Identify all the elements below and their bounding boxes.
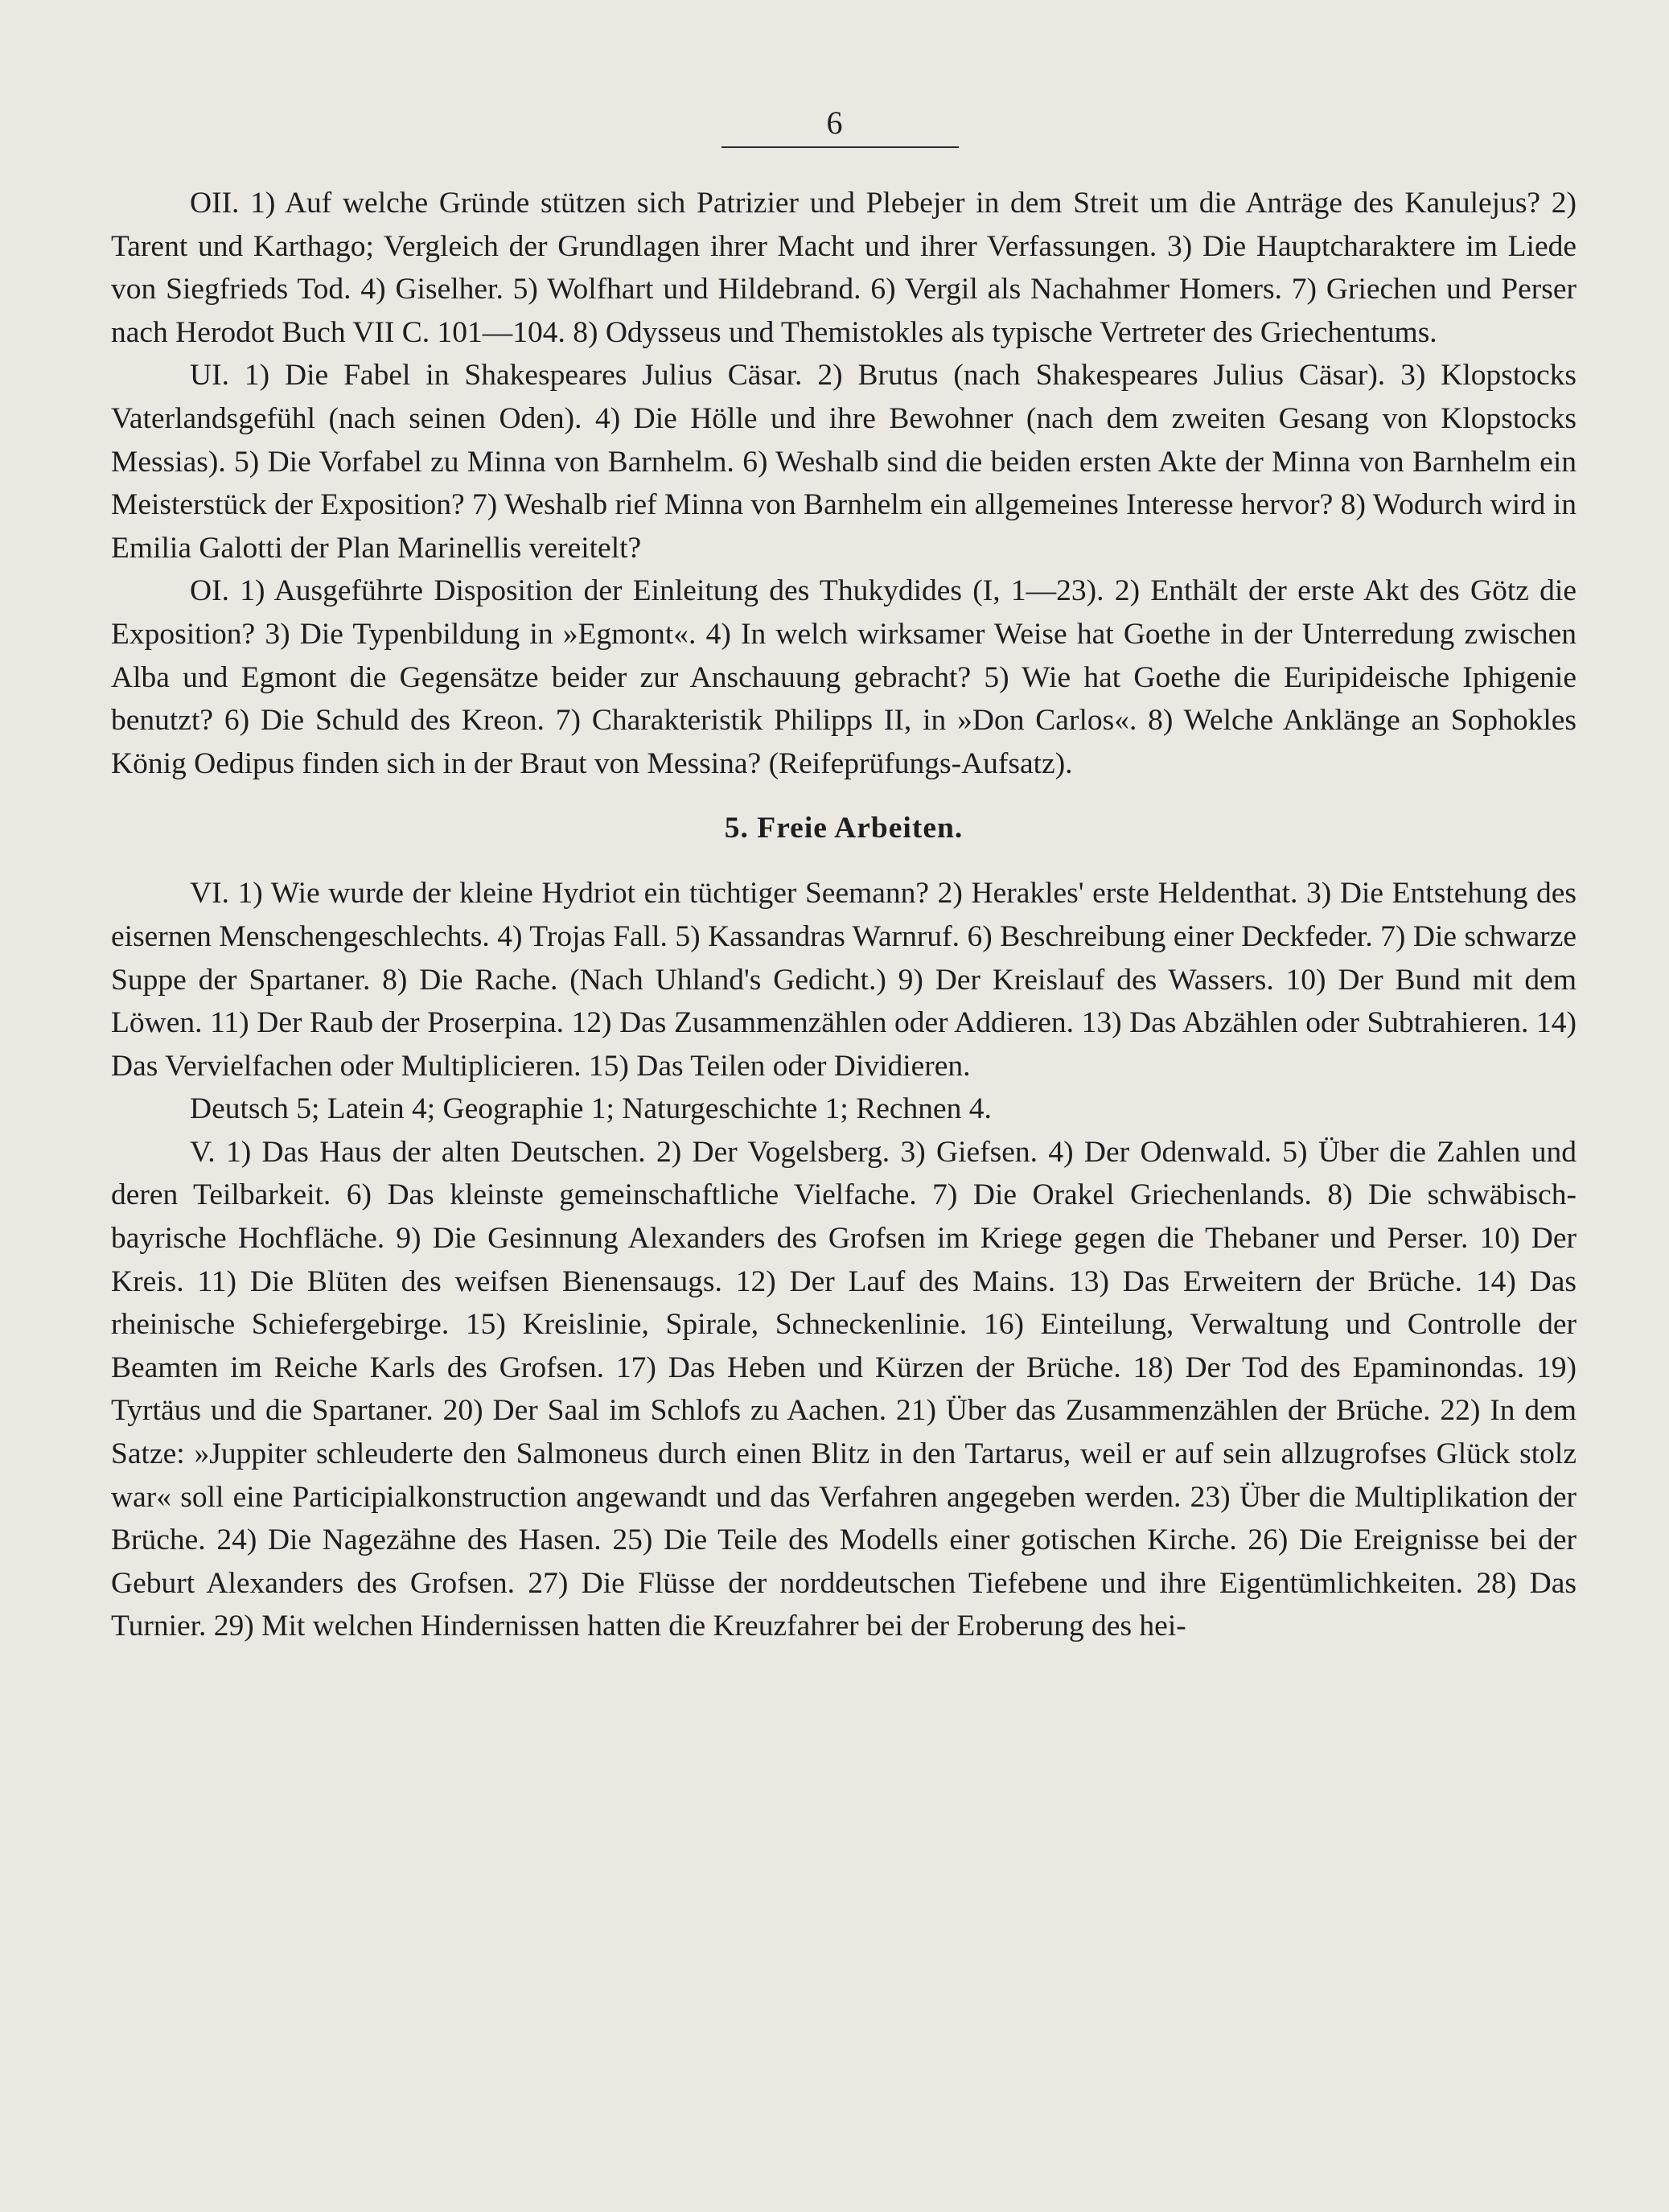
header-rule [721, 146, 959, 148]
paragraph-ui: UI. 1) Die Fabel in Shakespeares Julius Cäsar. 2) Brutus (nach Shakespeares Julius Cäsar). 3) Klopstocks Vaterlandsgefühl (nach seinen Oden). 4) Die Hölle und ihre Bewohner (nach dem zweiten Gesang von Klopstocks Messias). 5) Die Vorfabel zu Minna von Barnhelm. 6) Weshalb sind die beiden ersten Akte der Minna von Barnhelm ein Meisterstück der Exposition? 7) Weshalb rief Minna von Barnhelm ein allgemeines Interesse hervor? 8) Wodurch wird in Emilia Galotti der Plan Marinellis vereitelt? [111, 359, 1577, 565]
page-number: 6 [826, 105, 843, 141]
paragraph-vi: VI. 1) Wie wurde der kleine Hydriot ein tüchtiger Seemann? 2) Herakles' erste Heldenthat. 3) Die Entstehung des eisernen Menschengeschlechts. 4) Trojas Fall. 5) Kassandras Warnruf. 6) Beschreibung einer Deckfeder. 7) Die schwarze Suppe der Spartaner. 8) Die Rache. (Nach Uhland's Gedicht.) 9) Der Kreislauf des Wassers. 10) Der Bund mit dem Löwen. 11) Der Raub der Proserpina. 12) Das Zusammenzählen oder Addieren. 13) Das Abzählen oder Subtrahieren. 14) Das Vervielfachen oder Multiplicieren. 15) Das Teilen oder Dividieren. [111, 877, 1577, 1083]
section-heading: 5. Freie Arbeiten. [724, 812, 964, 845]
paragraph-v: V. 1) Das Haus der alten Deutschen. 2) Der Vogelsberg. 3) Giefsen. 4) Der Odenwald. 5) Über die Zahlen und deren Teilbarkeit. 6) Das kleinste gemeinschaftliche Vielfache. 7) Die Orakel Griechenlands. 8) Die schwäbisch-bayrische Hochfläche. 9) Die Gesinnung Alexanders des Grofsen im Kriege gegen die Thebaner und Perser. 10) Der Kreis. 11) Die Blüten des weifsen Bienensaugs. 12) Der Lauf des Mains. 13) Das Erweitern der Brüche. 14) Das rheinische Schiefergebirge. 15) Kreislinie, Spirale, Schneckenlinie. 16) Einteilung, Verwaltung und Controlle der Beamten im Reiche Karls des Grofsen. 17) Das Heben und Kürzen der Brüche. 18) Der Tod des Epaminondas. 19) Tyrtäus und die Spartaner. 20) Der Saal im Schlofs zu Aachen. 21) Über das Zusammenzählen der Brüche. 22) In dem Satze: »Juppiter schleuderte den Salmoneus durch einen Blitz in den Tartarus, weil er auf sein allzugrofses Glück stolz war« soll eine Participialkonstruction angewandt und das Verfahren angegeben werden. 23) Über die Multiplikation der Brüche. 24) Die Nagezähne des Hasen. 25) Die Teile des Modells einer gotischen Kirche. 26) Die Ereignisse bei der Geburt Alexanders des Grofsen. 27) Die Flüsse der norddeutschen Tiefebene und ihre Eigentümlichkeiten. 28) Das Turnier. 29) Mit welchen Hindernissen hatten die Kreuzfahrer bei der Eroberung des hei- [111, 1135, 1577, 1643]
page-body [111, 182, 1577, 1648]
subject-counts-line: Deutsch 5; Latein 4; Geographie 1; Naturgeschichte 1; Rechnen 4. [190, 1092, 992, 1126]
paragraph-oii: OII. 1) Auf welche Gründe stützen sich Patrizier und Plebejer in dem Streit um die Anträge des Kanulejus? 2) Tarent und Karthago; Vergleich der Grundlagen ihrer Macht und ihrer Verfassungen. 3) Die Hauptcharaktere im Liede von Siegfrieds Tod. 4) Giselher. 5) Wolfhart und Hildebrand. 6) Vergil als Nachahmer Homers. 7) Griechen und Perser nach Herodot Buch VII C. 101—104. 8) Odysseus und Themistokles als typische Vertreter des Griechentums. [111, 187, 1577, 349]
paragraph-oi: OI. 1) Ausgeführte Disposition der Einleitung des Thukydides (I, 1—23). 2) Enthält der erste Akt des Götz die Exposition? 3) Die Typenbildung in »Egmont«. 4) In welch wirksamer Weise hat Goethe in der Unterredung zwischen Alba und Egmont die Gegensätze beider zur Anschauung gebracht? 5) Wie hat Goethe die Euripideische Iphigenie benutzt? 6) Die Schuld des Kreon. 7) Charakteristik Philipps II, in »Don Carlos«. 8) Welche Anklänge an Sophokles König Oedipus finden sich in der Braut von Messina? (Reifeprüfungs-Aufsatz). [111, 574, 1577, 780]
